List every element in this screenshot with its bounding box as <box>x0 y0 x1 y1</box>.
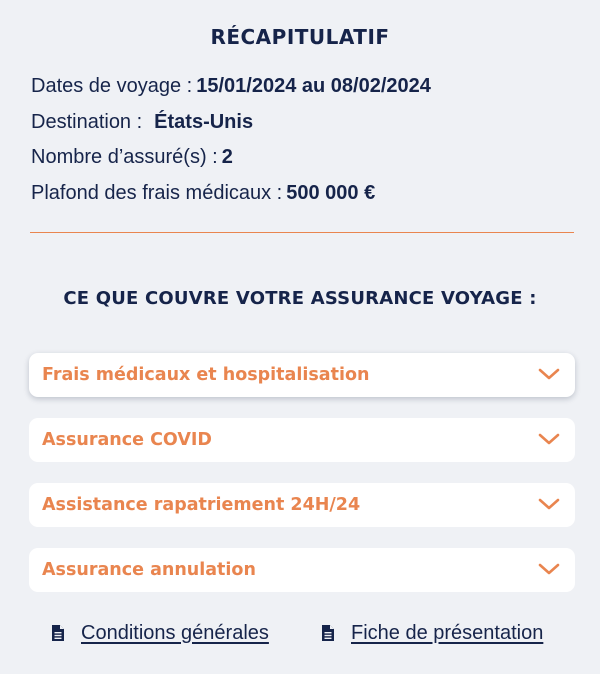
medical-ceiling-value: 500 000 € <box>286 181 376 204</box>
summary-list <box>31 72 571 214</box>
conditions-generales-link[interactable] <box>51 618 269 648</box>
accordion-label: Assurance COVID <box>42 430 212 450</box>
document-icon <box>51 624 65 642</box>
insured-count-label: Nombre d’assuré(s) : <box>31 146 218 168</box>
summary-row-ceiling <box>31 179 571 215</box>
chevron-down-icon <box>537 431 561 447</box>
chevron-down-icon <box>537 496 561 512</box>
summary-title: RÉCAPITULATIF <box>210 25 390 49</box>
destination-label: Destination : <box>31 110 143 133</box>
fiche-presentation-link[interactable] <box>321 618 543 648</box>
accordion-repatriation[interactable] <box>29 483 575 527</box>
summary-row-destination <box>31 108 571 144</box>
medical-ceiling-label: Plafond des frais médicaux : <box>31 181 283 204</box>
accordion-covid[interactable] <box>29 418 575 462</box>
document-icon <box>321 624 335 642</box>
accordion-label: Assurance annulation <box>42 560 256 580</box>
insured-count-value: 2 <box>221 146 233 168</box>
accordion-cancellation[interactable] <box>29 548 575 592</box>
dates-value: 15/01/2024 au 08/02/2024 <box>196 75 431 97</box>
conditions-generales-label[interactable]: Conditions générales <box>81 621 269 644</box>
destination-value: États-Unis <box>154 110 254 133</box>
document-links <box>0 618 600 648</box>
accordion-label: Frais médicaux et hospitalisation <box>42 365 370 385</box>
accordion-medical-fees[interactable] <box>29 353 575 397</box>
accordion-label: Assistance rapatriement 24H/24 <box>42 495 361 515</box>
coverage-title: CE QUE COUVRE VOTRE ASSURANCE VOYAGE : <box>63 288 537 309</box>
divider <box>30 232 574 233</box>
fiche-presentation-label[interactable]: Fiche de présentation <box>351 621 544 644</box>
chevron-down-icon <box>537 366 561 382</box>
chevron-down-icon <box>537 561 561 577</box>
summary-row-insured <box>31 143 571 179</box>
summary-row-dates <box>31 72 571 108</box>
dates-label: Dates de voyage : <box>31 75 193 97</box>
